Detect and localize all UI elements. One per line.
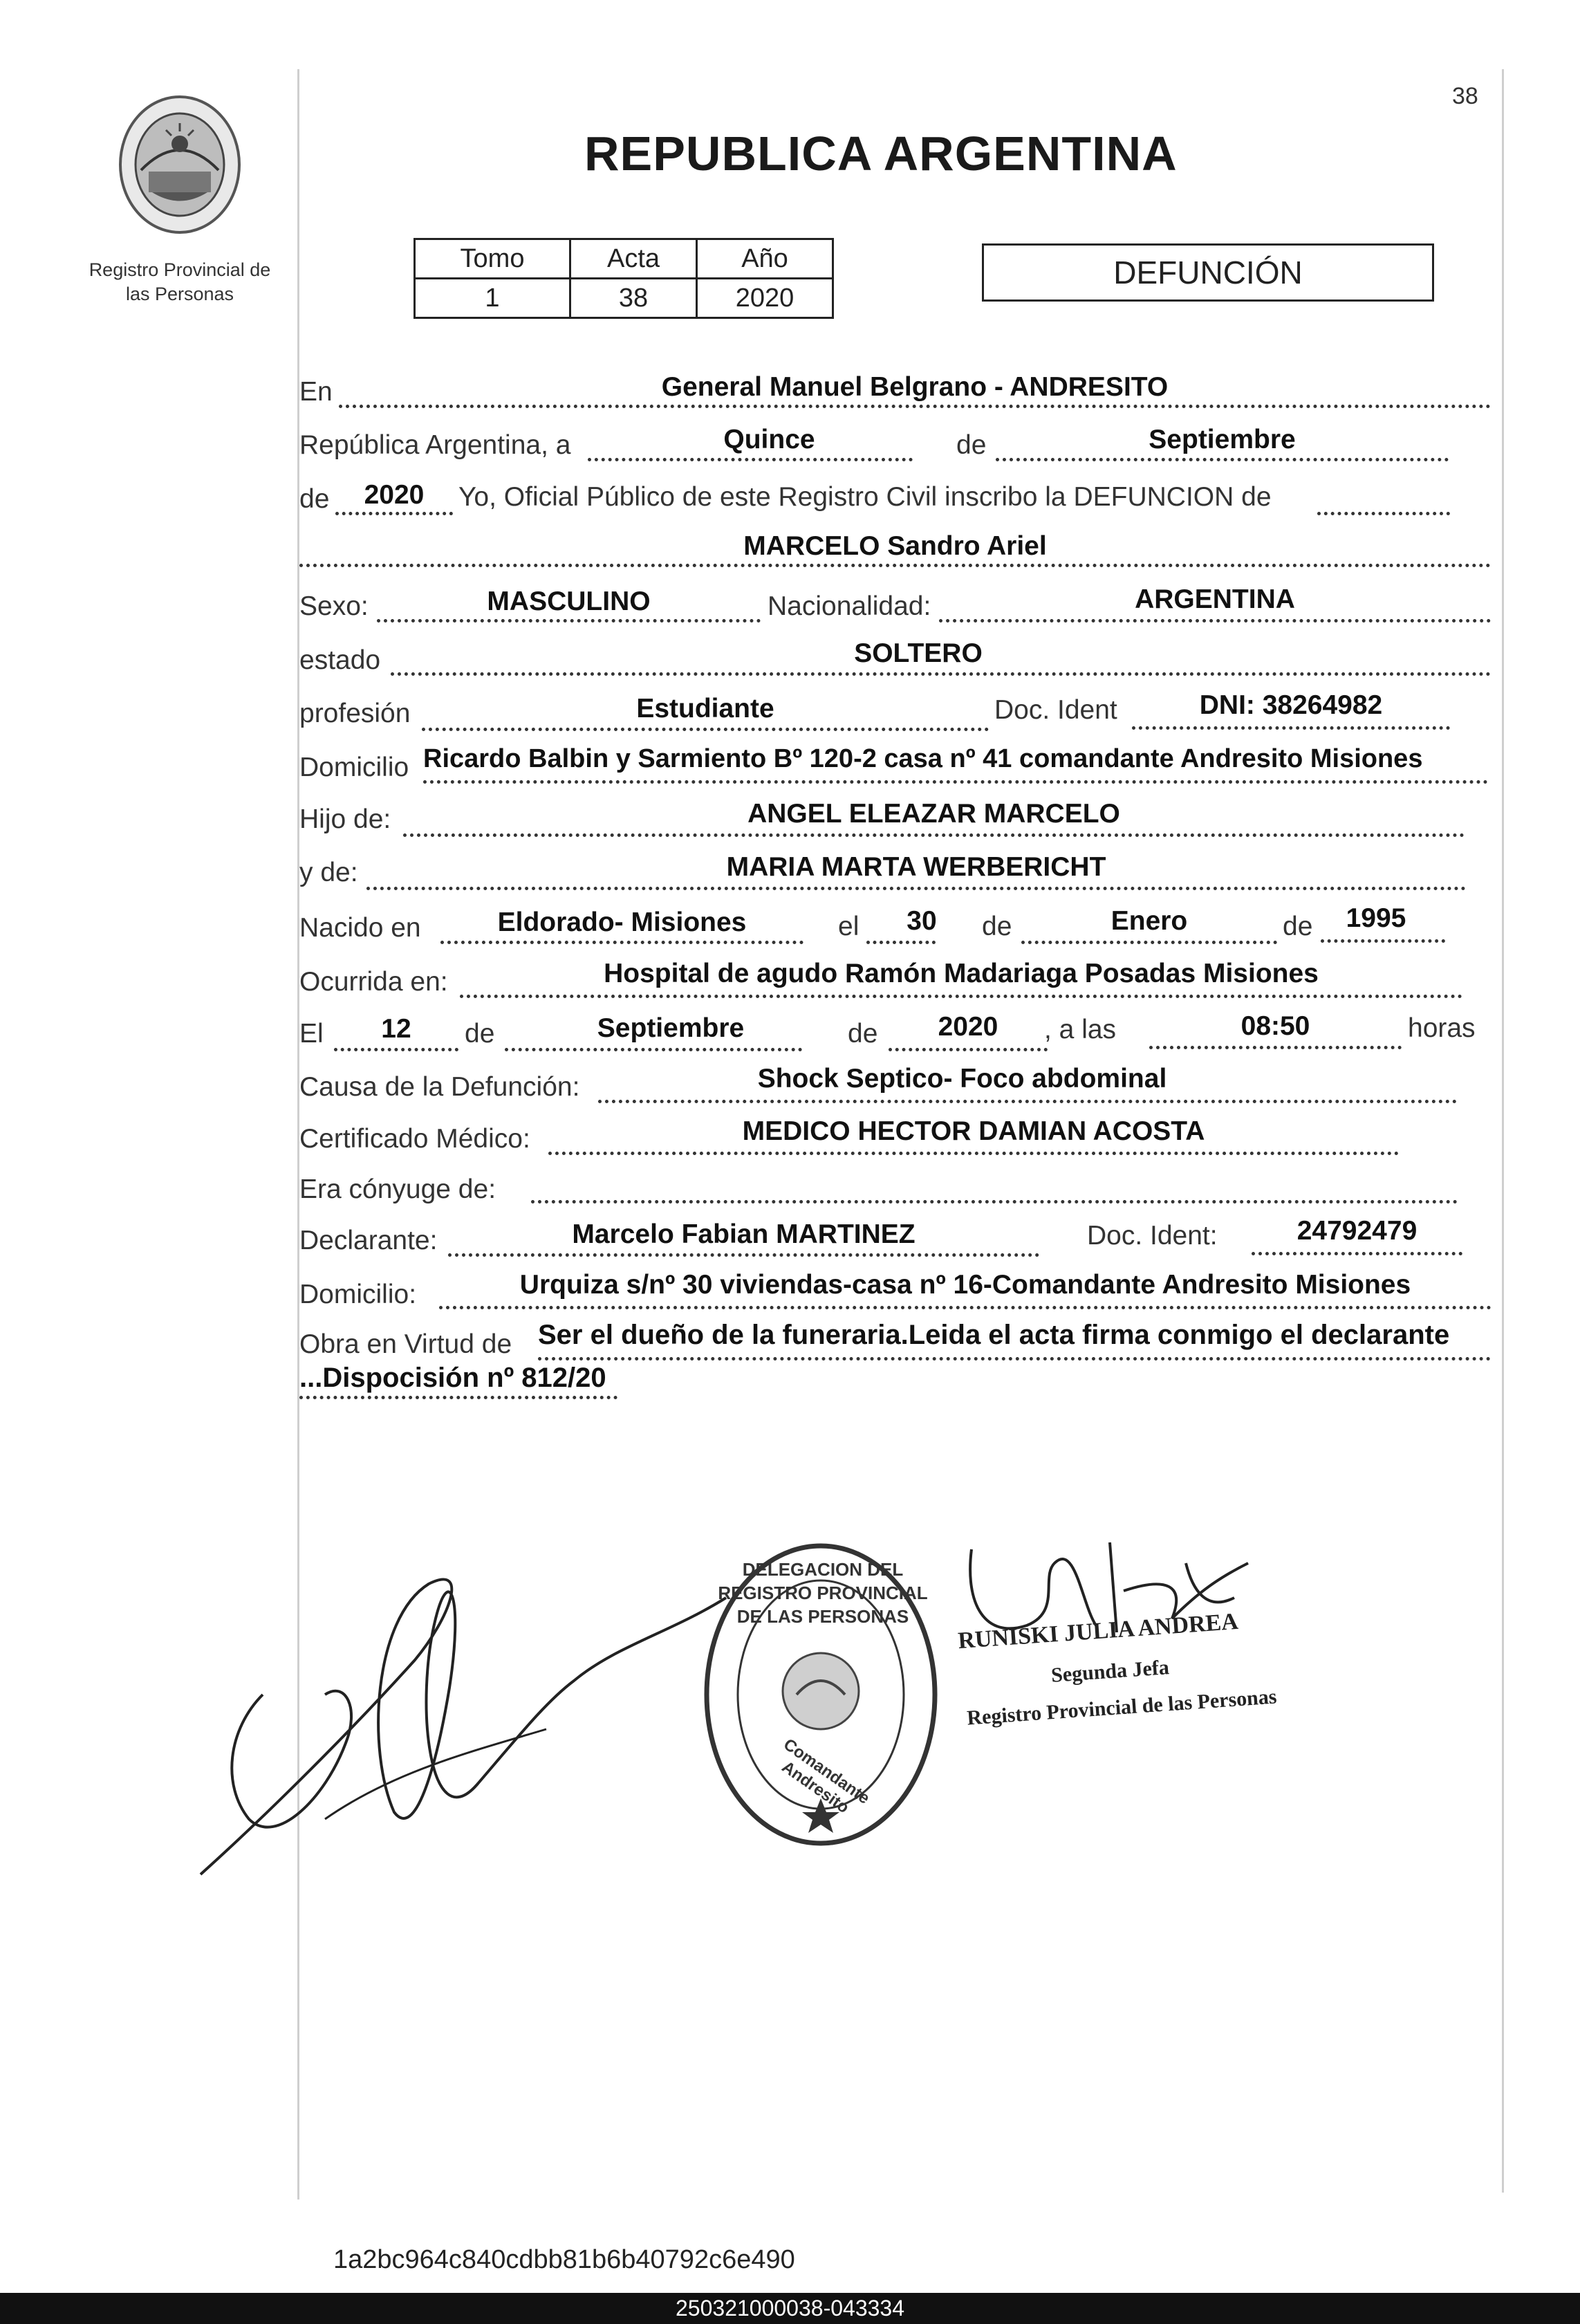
de-label-3: de: [1283, 912, 1313, 941]
yde-underline: [366, 887, 1466, 890]
obra-underline: [538, 1357, 1491, 1361]
causa-underline: [598, 1100, 1457, 1103]
mother-name: MARIA MARTA WERBERICHT: [726, 852, 1106, 882]
yo-underline: [1317, 512, 1450, 515]
footer-bar: [0, 2293, 1580, 2324]
page-number: 38: [1452, 83, 1478, 109]
month-underline: [996, 458, 1449, 461]
horas-label: horas: [1408, 1013, 1476, 1043]
record-reference-table: [413, 238, 834, 319]
nacionalidad-label: Nacionalidad:: [768, 591, 931, 621]
profesion-label: profesión: [299, 699, 411, 728]
certificate-value: MEDICO HECTOR DAMIAN ACOSTA: [742, 1116, 1205, 1146]
death-place-value: Hospital de agudo Ramón Madariaga Posadas Misiones: [604, 959, 1319, 988]
year-prefix-label: de: [299, 484, 330, 514]
birth-day-value: 30: [907, 906, 937, 936]
el-label: el: [838, 912, 859, 941]
doc-underline: [1132, 726, 1450, 730]
official-title: Segunda Jefa: [1050, 1656, 1170, 1687]
death-month-underline: [505, 1048, 802, 1051]
en-underline: [339, 405, 1491, 408]
month-value: Septiembre: [1149, 425, 1296, 454]
stamp-ring-text: DELEGACION DEL REGISTRO PROVINCIAL DE LAS PERSONAS: [718, 1559, 928, 1627]
birth-day-underline: [866, 941, 936, 944]
value-acta: 38: [570, 279, 697, 318]
header-acta: Acta: [570, 239, 697, 279]
obra-underline-2: [299, 1396, 617, 1399]
profesion-underline: [422, 728, 989, 731]
causa-label: Causa de la Defunción:: [299, 1072, 580, 1102]
docident-label: Doc. Ident:: [1087, 1221, 1218, 1251]
footer-code: 250321000038-043334: [676, 2296, 904, 2321]
domicilio2-label: Domicilio:: [299, 1280, 417, 1309]
yde-label: y de:: [299, 858, 358, 887]
value-tomo: 1: [415, 279, 570, 318]
nacionalidad-underline: [939, 619, 1491, 622]
sexo-label: Sexo:: [299, 591, 369, 621]
de-label-4: de: [465, 1019, 495, 1049]
official-name: RUNISKI JULIA ANDREA: [957, 1608, 1239, 1654]
ocurrida-underline: [460, 995, 1462, 998]
certificado-label: Certificado Médico:: [299, 1124, 530, 1154]
obra-value-line2: ...Dispocisión nº 812/20: [299, 1363, 606, 1393]
stamp-inner-text: Comandante Andresito: [778, 1735, 873, 1818]
en-label: En: [299, 377, 333, 407]
death-day-value: 12: [381, 1014, 411, 1044]
republica-label: República Argentina, a: [299, 430, 571, 460]
yo-text: Yo, Oficial Público de este Registro Civil inscribo la DEFUNCION de: [458, 482, 1272, 512]
record-type-box: DEFUNCIÓN: [982, 243, 1434, 302]
birth-year-underline: [1321, 939, 1445, 943]
father-name: ANGEL ELEAZAR MARCELO: [747, 799, 1120, 829]
de-label-5: de: [848, 1019, 878, 1049]
nacido-underline: [440, 941, 803, 944]
header-tomo: Tomo: [415, 239, 570, 279]
year-underline: [335, 512, 453, 515]
domicilio2-underline: [439, 1306, 1491, 1309]
document-hash: 1a2bc964c840cdbb81b6b40792c6e490: [333, 2245, 795, 2274]
death-year-underline: [889, 1048, 1048, 1051]
obra-value: Ser el dueño de la funeraria.Leida el acta firma conmigo el declarante: [538, 1320, 1450, 1350]
day-value: Quince: [723, 425, 815, 454]
estado-label: estado: [299, 645, 381, 675]
conyuge-underline: [531, 1200, 1458, 1204]
birth-month-underline: [1021, 941, 1277, 944]
nacionalidad-value: ARGENTINA: [1135, 584, 1295, 614]
death-year-value: 2020: [938, 1012, 998, 1042]
de-label-2: de: [982, 912, 1012, 941]
day-underline: [588, 458, 913, 461]
declarante-underline: [448, 1253, 1039, 1257]
right-margin-line: [1502, 69, 1504, 2193]
death-month-value: Septiembre: [597, 1013, 745, 1043]
declarante-label: Declarante:: [299, 1226, 438, 1255]
conyuge-label: Era cónyuge de:: [299, 1174, 496, 1204]
province-seal-icon: [111, 89, 249, 241]
El-label: El: [299, 1019, 324, 1049]
header-anio: Año: [697, 239, 833, 279]
cause-value: Shock Septico- Foco abdominal: [757, 1064, 1167, 1094]
certificado-underline: [548, 1152, 1399, 1155]
birthplace-value: Eldorado- Misiones: [497, 907, 747, 937]
domicilio-value: Ricardo Balbin y Sarmiento Bº 120-2 casa nº 41 comandante Andresito Misiones: [423, 744, 1423, 773]
sexo-underline: [377, 619, 761, 622]
docident-underline: [1252, 1252, 1462, 1255]
obra-label: Obra en Virtud de: [299, 1329, 512, 1359]
declarant-address: Urquiza s/nº 30 viviendas-casa nº 16-Comandante Andresito Misiones: [519, 1270, 1411, 1300]
ocurrida-label: Ocurrida en:: [299, 967, 448, 997]
declarant-name: Marcelo Fabian MARTINEZ: [572, 1219, 916, 1249]
page-title: REPUBLICA ARGENTINA: [584, 127, 1178, 181]
deceased-name: MARCELO Sandro Ariel: [743, 531, 1047, 561]
domicilio-underline: [423, 780, 1488, 784]
death-day-underline: [334, 1048, 458, 1051]
hijo-label: Hijo de:: [299, 804, 391, 834]
birth-year-value: 1995: [1346, 903, 1406, 933]
estado-value: SOLTERO: [854, 638, 983, 668]
place-value: General Manuel Belgrano - ANDRESITO: [661, 372, 1169, 402]
death-time-underline: [1149, 1046, 1402, 1049]
estado-underline: [391, 672, 1491, 676]
value-anio: 2020: [697, 279, 833, 318]
doc-value: DNI: 38264982: [1199, 690, 1383, 720]
doc-label: Doc. Ident: [994, 695, 1117, 725]
nacido-label: Nacido en: [299, 913, 421, 943]
birth-month-value: Enero: [1110, 906, 1188, 936]
official-office: Registro Provincial de las Personas: [966, 1685, 1278, 1730]
de-label-1: de: [956, 430, 987, 460]
profesion-value: Estudiante: [636, 694, 774, 723]
domicilio-label: Domicilio: [299, 753, 409, 782]
registry-line-2: las Personas: [125, 284, 234, 304]
sexo-value: MASCULINO: [487, 587, 651, 616]
registry-line-1: Registro Provincial de: [89, 259, 271, 280]
year-value: 2020: [364, 480, 425, 510]
declarant-doc-value: 24792479: [1296, 1216, 1418, 1246]
name-underline: [299, 564, 1491, 567]
death-time-value: 08:50: [1240, 1011, 1310, 1041]
hijo-underline: [403, 833, 1465, 837]
alas-label: , a las: [1044, 1015, 1117, 1044]
